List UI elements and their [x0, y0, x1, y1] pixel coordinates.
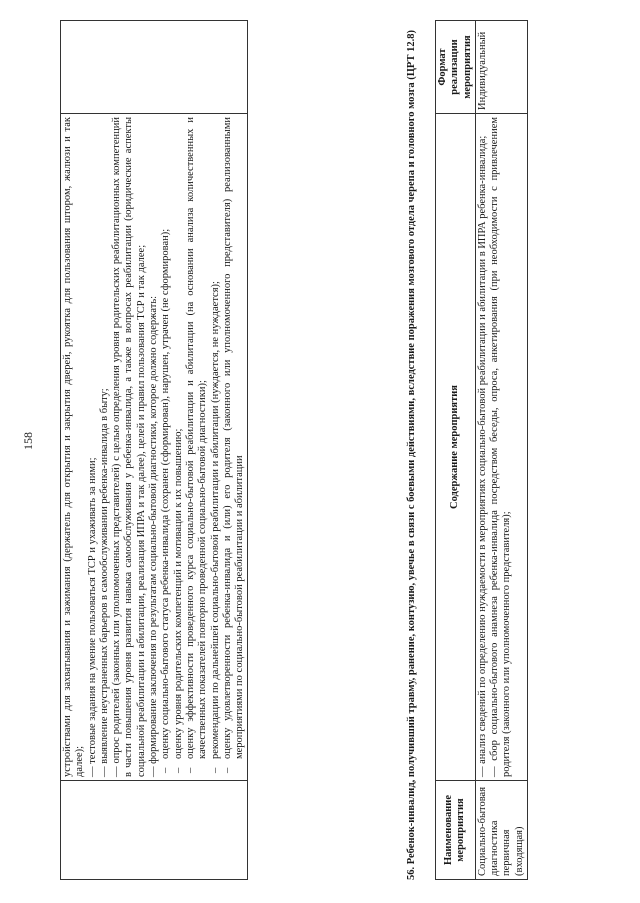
list-item-text: оценку социально-бытового статуса ребенка-инвалида (сохранен (сформирован), нарушен, утрачен (не сформирован); — [160, 228, 172, 759]
continuation-table — [60, 20, 248, 880]
section-heading: 56. Ребенок-инвалид, получивший травму, ранение, контузию, увечье в связи с боевыми действиями, вследствие поражения мозгового отдела черепа и головного мозга (ЦРТ 12.8) — [406, 30, 417, 880]
content-line: — тестовые задания на умение пользоваться ТСР и ухаживать за ними; — [86, 457, 98, 777]
activity-name: Социально-бытовая диагностика — [476, 786, 501, 876]
rotated-page — [21, 20, 620, 880]
name-cell-empty — [61, 781, 248, 880]
conclusion-subitems — [160, 117, 246, 777]
activity-name-cell — [475, 781, 527, 880]
content-line: — анализ сведений по определению нуждаемости в мероприятиях социально-бытовой реабилитации и абилитации в ИПРА ребенка-инвалида; — [476, 135, 488, 777]
content-line: — выявление неустраненных барьеров в самообслуживании ребенка-инвалида в быту; — [98, 388, 110, 777]
content-line: устройствами для захватывания и зажимания (держатель для открытия и закрытия дверей, рукоятка для пользования штором, жалюзи и так далее); — [62, 117, 86, 777]
activity-subtype: первичная (входящая) — [501, 826, 525, 876]
activity-table — [435, 20, 528, 880]
activity-content-cell — [475, 114, 527, 781]
page-number: 158 — [21, 432, 35, 450]
list-item — [185, 117, 210, 777]
list-dash: – — [160, 767, 172, 773]
list-item-text: оценку эффективности проведенного курса социально-бытовой реабилитации и абилитации (на основании анализа количественных и качественных показателей повторно проведенной социально-бытовой диагностики); — [184, 117, 209, 759]
activity-format-cell: Индивидуальный — [475, 21, 527, 114]
list-dash: – — [221, 767, 233, 773]
list-dash: – — [184, 767, 196, 773]
list-item-text: рекомендации по дальнейшей социально-бытовой реабилитации и абилитации (нуждается, не нуждается); — [209, 281, 221, 759]
table-row — [475, 21, 527, 880]
header-format: Формат реализации мероприятия — [436, 21, 476, 114]
list-dash: – — [209, 767, 221, 773]
content-line: — сбор социально-бытового анамнеза ребенка-инвалида посредством беседы, опроса, анкетирования (при необходимости с привлечением родителя (законного или уполномоченного представителя); — [489, 117, 513, 777]
list-item — [210, 117, 222, 777]
content-cell — [61, 114, 248, 781]
format-cell-empty — [61, 21, 248, 114]
header-content: Содержание мероприятия — [436, 114, 476, 781]
table-header-row — [436, 21, 476, 880]
content-line: — формирование заключения по результатам социально-бытовой диагностики, которое должно содержать: — [148, 295, 160, 777]
list-item-text: оценку удовлетворенности ребенка-инвалида и (или) его родителя (законного или уполномоченного представителя) реализованными мероприятиями по социально-бытовой реабилитации и абилитации — [221, 117, 246, 759]
list-item — [160, 117, 172, 777]
list-item — [222, 117, 247, 777]
header-name: Наименование мероприятия — [436, 781, 476, 880]
content-line: — опрос родителей (законных или уполномоченных представителей) с целью определения уровня родительских реабилитационных компетенций в части повышения уровня развития навыка самообслуживания у ребенка-инвалида, а также в вопросах реабилитации (юридические аспекты социальной реабилитации и абилитации, реализация ИПРА и так далее), целей и правил пользования ТСР и так далее; — [111, 117, 147, 777]
table-row — [61, 21, 248, 880]
list-item-text: оценку уровня родительских компетенций и мотивации к их повышению; — [172, 428, 184, 759]
list-item — [173, 117, 185, 777]
list-dash: – — [172, 767, 184, 773]
